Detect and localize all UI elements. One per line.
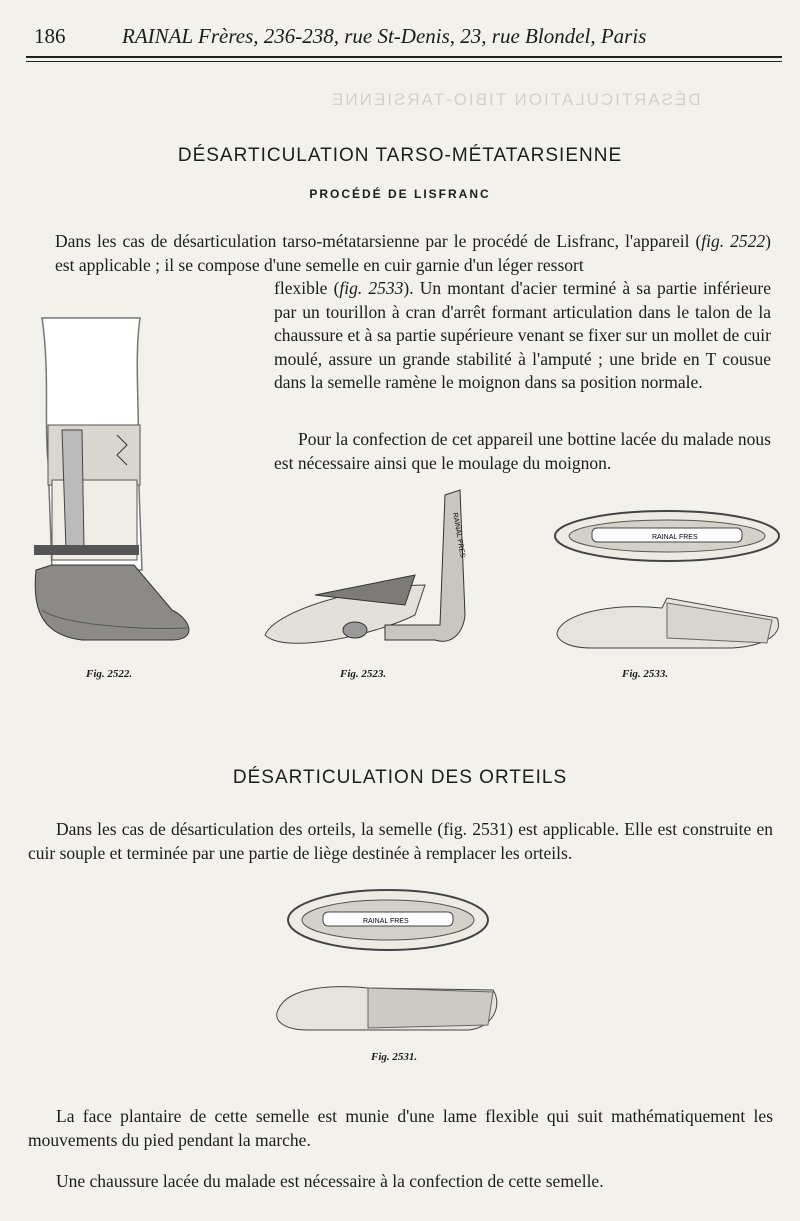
section1-paragraph-2: Pour la confection de cet appareil une bottine lacée du malade nous est nécessaire ainsi que le moulage du moignon. xyxy=(274,429,771,473)
page-number: 186 xyxy=(34,24,66,48)
show-through-text: DÉSARTICULATION TIBIO-TARSIENNE xyxy=(330,90,701,109)
header-rule-thin xyxy=(26,61,782,62)
section-title-tarso: DÉSARTICULATION TARSO-MÉTATARSIENNE xyxy=(177,145,623,166)
caption-fig-2523: Fig. 2523. xyxy=(340,668,387,680)
section1-paragraph-wrap: flexible (fig. 2533). Un montant d'acier terminé à sa partie inférieure par un tourillon à cran d'arrêt formant articulation dans le talon de la chaussure et à sa partie supérieure venant se fixer sur un mollet de cuir moulé, assure un grande stabilité à l'amputé ; une bride en T cousue dans la semelle ramène le moignon dans sa position normale. xyxy=(274,278,771,392)
leg-brace-figure xyxy=(22,310,202,660)
running-title: RAINAL Frères, 236-238, rue St-Denis, 23, rue Blondel, Paris xyxy=(122,24,647,48)
stamp-sole-top: RAINAL FRES xyxy=(652,534,698,541)
section2-paragraph-1: Dans les cas de désarticulation des orteils, la semelle (fig. 2531) est applicable. Elle est construite en cuir souple et terminée par une partie de liège destinée à remplacer les orteils. xyxy=(28,819,773,863)
caption-fig-2531: Fig. 2531. xyxy=(371,1051,418,1063)
section2-paragraph-3: Une chaussure lacée du malade est nécessaire à la confection de cette semelle. xyxy=(56,1171,604,1191)
section-subtitle-lisfranc: PROCÉDÉ DE LISFRANC xyxy=(309,187,491,201)
caption-fig-2533: Fig. 2533. xyxy=(622,668,669,680)
section-title-orteils: DÉSARTICULATION DES ORTEILS xyxy=(232,767,568,788)
section1-paragraph-top: Dans les cas de désarticulation tarso-métatarsienne par le procédé de Lisfranc, l'appareil (fig. 2522) est applicable ; il se compose d'une semelle en cuir garnie d'un léger ressort xyxy=(55,231,771,275)
steel-upright-figure xyxy=(255,485,480,660)
sole-figure-2531 xyxy=(268,880,508,1040)
sole-figure-2533 xyxy=(552,508,787,658)
section2-paragraph-2: La face plantaire de cette semelle est munie d'une lame flexible qui suit mathématiquement les mouvements du pied pendant la marche. xyxy=(28,1106,773,1150)
caption-fig-2522: Fig. 2522. xyxy=(86,668,133,680)
stamp-upright: RAINAL FRES xyxy=(451,512,466,559)
page-header xyxy=(34,24,734,54)
stamp-sole-2531-top: RAINAL FRES xyxy=(363,918,409,925)
header-rule xyxy=(26,56,782,58)
